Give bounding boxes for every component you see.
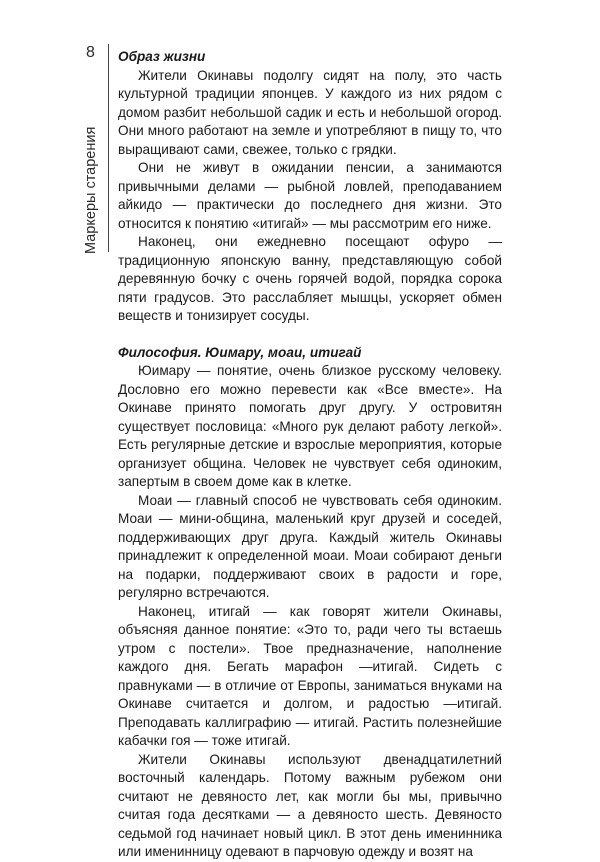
section-title: Образ жизни — [118, 49, 206, 64]
page-number: 8 — [86, 44, 95, 61]
paragraph: Наконец, итигай — как говорят жители Окинавы, объясняя данное понятие: «Это то, ради чего ты встаешь утром с постели». Твое предназначение, наполнение каждого дня. Бегать марафон —итигай. Сидеть с правнуками — в отличие от Европы, заниматься внуками на Окинаве считается и долгом, и радостью —итигай. Преподавать каллиграфию — итигай. Растить полезнейшие кабачки гоя — тоже итигай. — [118, 603, 502, 748]
page-body — [118, 48, 502, 862]
section-lifestyle — [118, 48, 502, 326]
paragraph: Жители Окинавы подолгу сидят на полу, это часть культурной традиции японцев. У каждого из них рядом с домом разбит небольшой садик и есть и небольшой огород. Они много работают на земле и употребляют в пищу то, что выращивают сами, свежее, только с грядки. — [118, 67, 502, 157]
paragraph: Жители Окинавы используют двенадцатилетний восточный календарь. Потому важным рубежом они считают не девяносто лет, как могли бы мы, привычно считая года десятками — а девяносто шесть. Девяносто седьмой год начинает новый цикл. В этот день именинника или именинницу одевают в парчовую одежду и возят на — [118, 751, 502, 859]
margin-rule — [108, 44, 109, 252]
paragraph: Они не живут в ожидании пенсии, а занимаются привычными делами — рыбной ловлей, преподаванием айкидо — практически до последнего дня жизни. Это относится к понятию «итигай» — мы рассмотрим его ниже. — [118, 160, 502, 231]
section-title: Философия. Юимару, моаи, итигай — [118, 344, 362, 360]
paragraph: Юимару — понятие, очень близкое русскому человеку. Дословно его можно перевести как «Все вместе». На Окинаве принято помогать друг другу. У островитян существует пословица: «Много рук делают работу легкой». Есть регулярные детские и взрослые мероприятия, которые организует община. Человек не чувствует себя одиноким, запертым в своем доме как в клетке. — [118, 363, 502, 489]
section-philosophy — [118, 344, 502, 862]
paragraph: Наконец, они ежедневно посещают офуро — традиционную японскую ванну, представляющую собой деревянную бочку с очень горячей водой, порядка сорока пяти градусов. Это расслабляет мышцы, ускоряет обмен веществ и тонизирует сосуды. — [118, 234, 502, 323]
paragraph: Моаи — главный способ не чувствовать себя одиноким. Моаи — мини-община, маленький круг друзей и соседей, поддерживающих друг друга. Каждый житель Окинавы принадлежит к определенной моаи. Моаи собирают деньги на подарки, поддерживают своих в радости и горе, регулярно встречаются. — [118, 492, 502, 600]
running-head-text: Маркеры старения — [83, 126, 99, 254]
